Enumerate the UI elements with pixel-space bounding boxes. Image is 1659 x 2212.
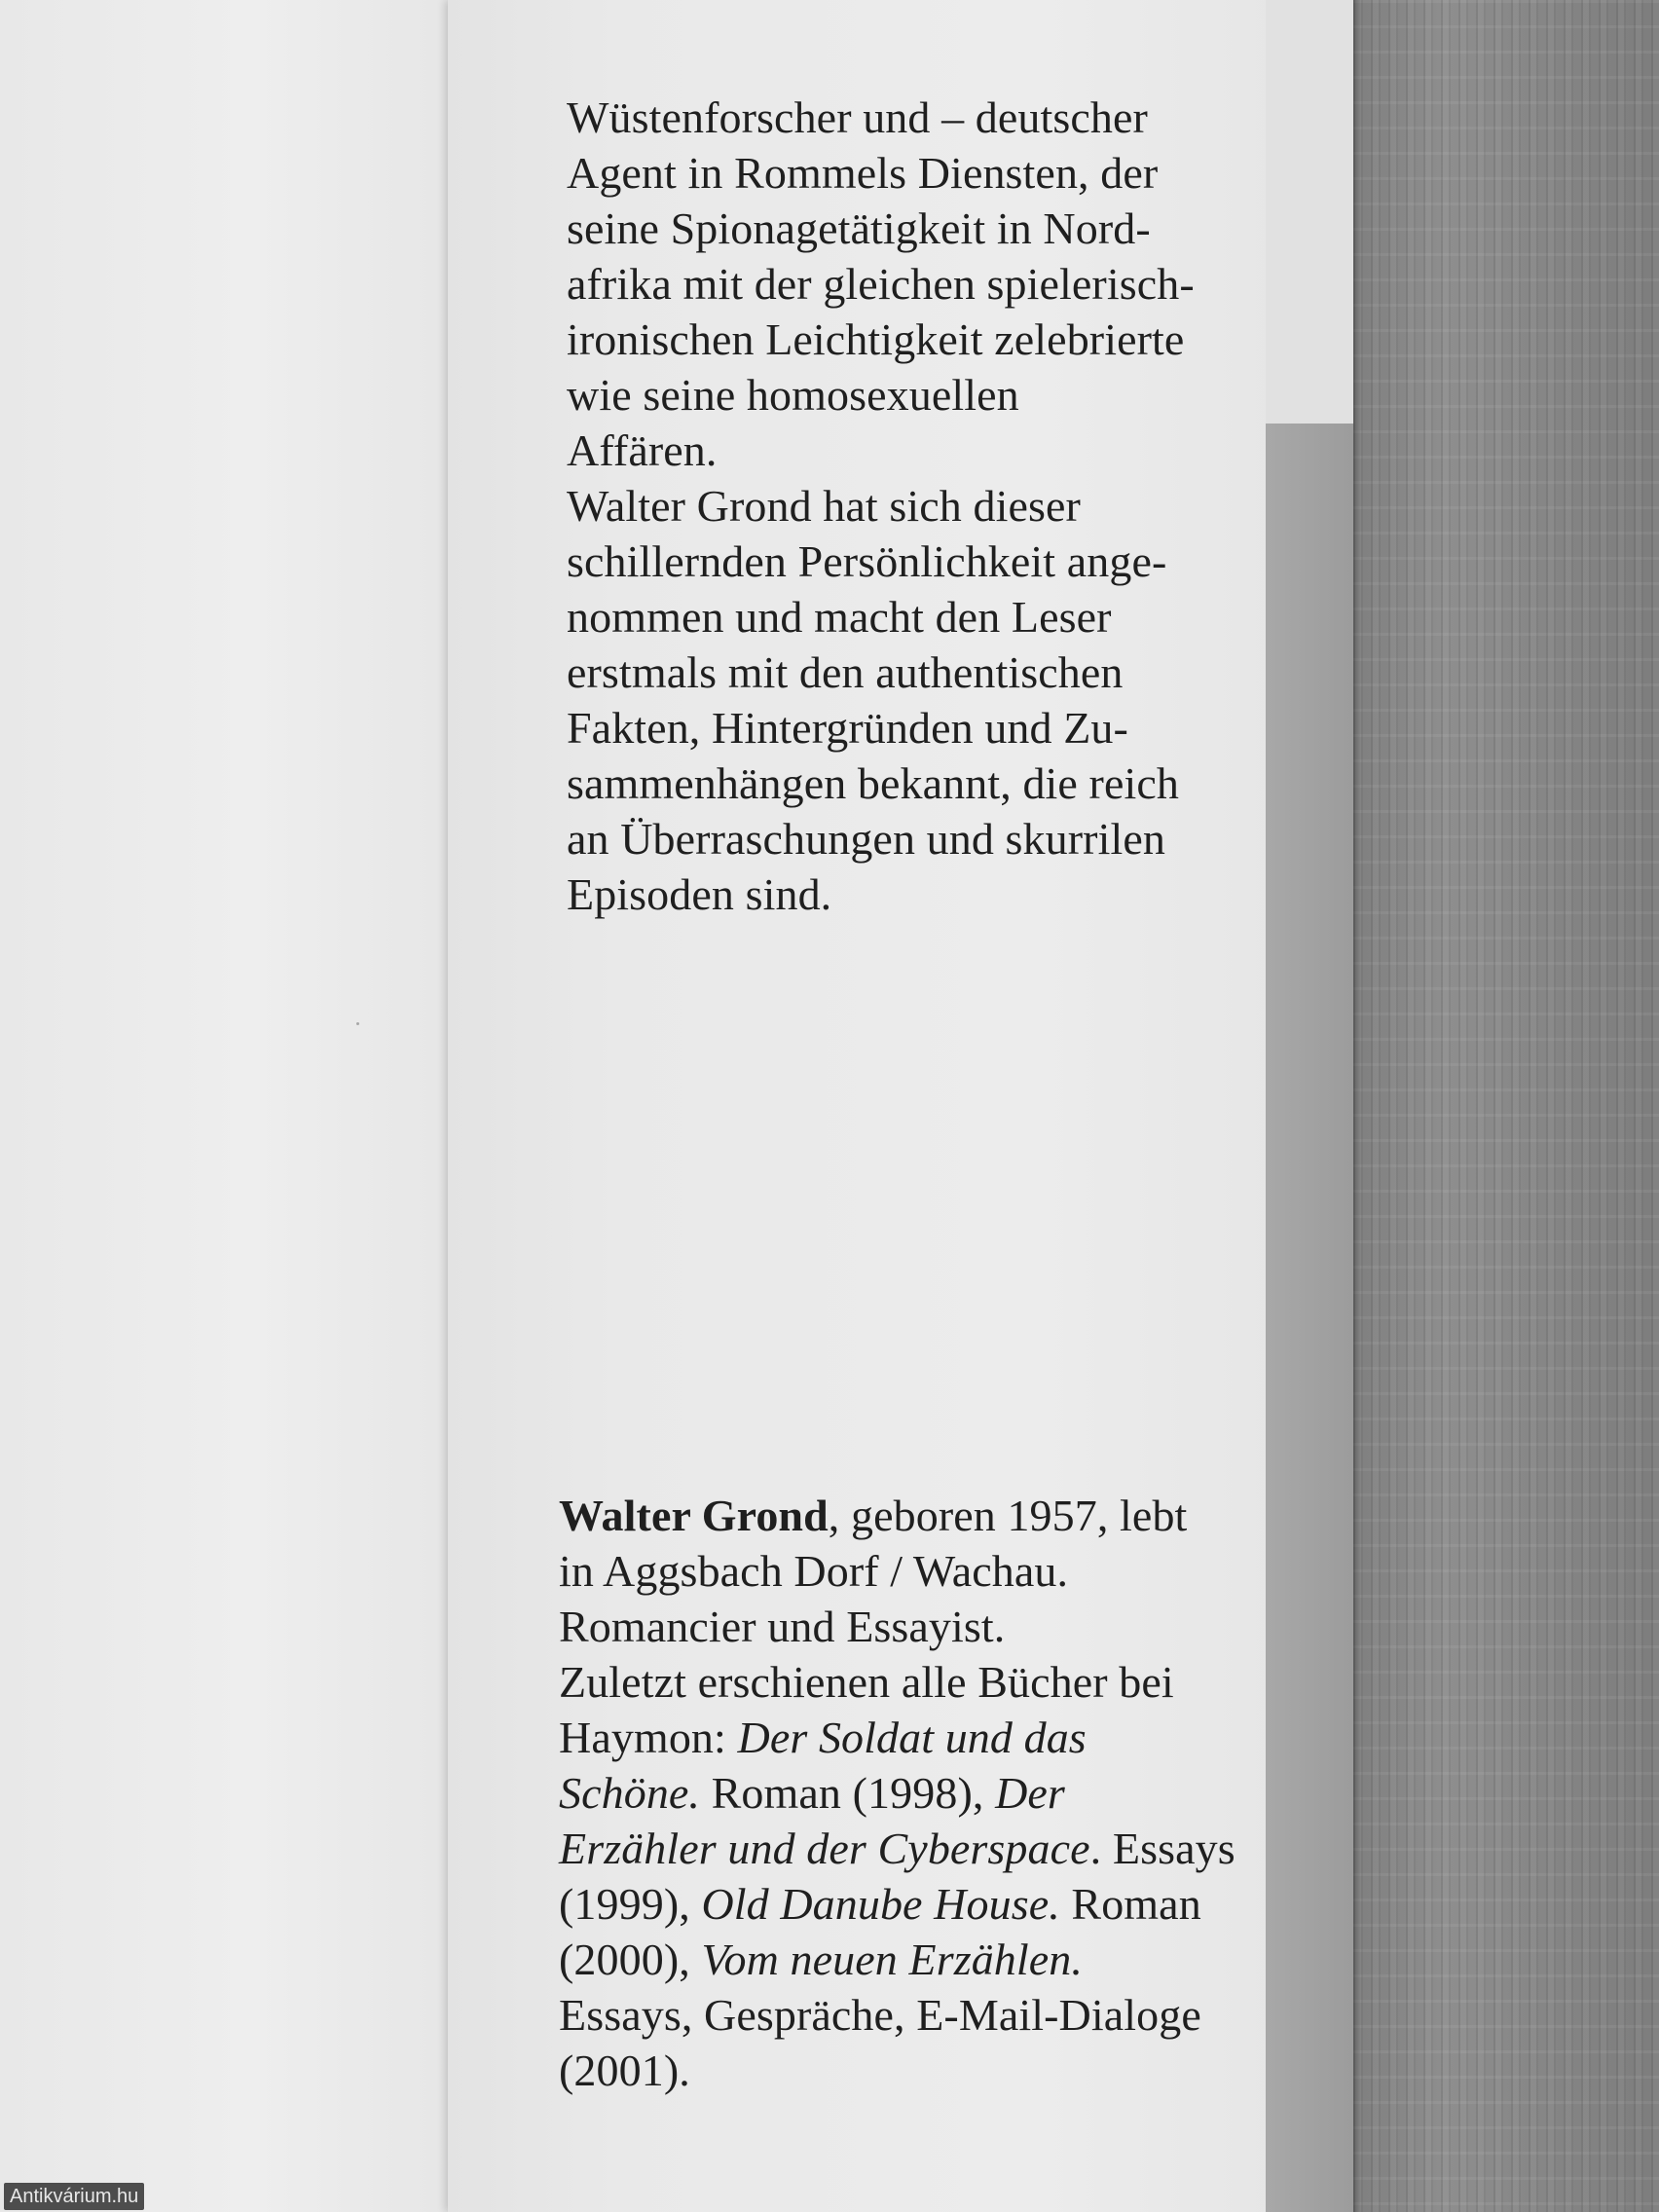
paper-speck	[356, 1022, 359, 1025]
book-title-2-part-2: Erzähler und der Cyberspace	[559, 1824, 1090, 1873]
bio-line-8-rest: Roman	[1059, 1879, 1201, 1929]
synopsis-line-13: sammenhängen bekannt, die reich	[567, 758, 1179, 808]
synopsis-line-12: Fakten, Hintergründen und Zu-	[567, 703, 1128, 753]
bio-line-2: in Aggsbach Dorf / Wachau.	[559, 1546, 1069, 1596]
bio-line-6-middle: Roman (1998),	[700, 1768, 996, 1818]
synopsis-line-8: Walter Grond hat sich dieser	[567, 481, 1081, 531]
author-bio	[559, 1488, 1235, 2098]
bio-line-9-prefix: (2000),	[559, 1935, 702, 1984]
synopsis-line-6: wie seine homosexuellen	[567, 370, 1019, 420]
left-page	[0, 0, 458, 2212]
watermark: Antikvárium.hu	[4, 2183, 144, 2210]
top-light-strip	[1266, 0, 1353, 424]
bio-line-7	[559, 1821, 1235, 1876]
synopsis-line-1: Wüstenforscher und – deutscher	[567, 92, 1148, 142]
book-title-3: Old Danube House.	[701, 1879, 1060, 1929]
bio-line-1-rest: , geboren 1957, lebt	[828, 1491, 1188, 1540]
bio-line-7-rest: . Essays	[1089, 1824, 1235, 1873]
book-title-1-part-2: Schöne.	[559, 1768, 701, 1818]
wood-background	[1353, 0, 1659, 2212]
book-title-4: Vom neuen Erzählen.	[701, 1935, 1083, 1984]
bio-line-8-prefix: (1999),	[559, 1879, 702, 1929]
book-title-1-part-1: Der Soldat und das	[737, 1713, 1087, 1762]
bio-line-5-prefix: Haymon:	[559, 1713, 738, 1762]
synopsis-line-15: Episoden sind.	[567, 869, 832, 919]
synopsis-line-11: erstmals mit den authentischen	[567, 647, 1124, 697]
synopsis-line-4: afrika mit der gleichen spielerisch-	[567, 259, 1195, 309]
synopsis-line-7: Affären.	[567, 425, 718, 475]
gray-side-band	[1266, 424, 1353, 2212]
bio-line-3: Romancier und Essayist.	[559, 1602, 1006, 1651]
synopsis-line-3: seine Spionagetätigkeit in Nord-	[567, 203, 1151, 253]
bio-line-6	[559, 1765, 1235, 1821]
synopsis-line-14: an Überraschungen und skurrilen	[567, 814, 1165, 864]
synopsis-line-5: ironischen Leichtigkeit zelebrierte	[567, 314, 1185, 364]
bio-line-1	[559, 1488, 1235, 1543]
bio-line-10: Essays, Gespräche, E-Mail-Dialoge	[559, 1990, 1201, 2040]
synopsis-line-9: schillernden Persönlichkeit ange-	[567, 536, 1167, 586]
author-name: Walter Grond	[559, 1491, 829, 1540]
book-title-2-part-1: Der	[995, 1768, 1065, 1818]
bio-line-4: Zuletzt erschienen alle Bücher bei	[559, 1657, 1174, 1707]
bio-line-9	[559, 1932, 1235, 1987]
bio-line-8	[559, 1876, 1235, 1932]
synopsis-text	[567, 90, 1195, 922]
synopsis-line-2: Agent in Rommels Diensten, der	[567, 148, 1159, 198]
bio-line-11: (2001).	[559, 2046, 690, 2095]
bio-line-5	[559, 1710, 1235, 1765]
synopsis-line-10: nommen und macht den Leser	[567, 592, 1112, 642]
